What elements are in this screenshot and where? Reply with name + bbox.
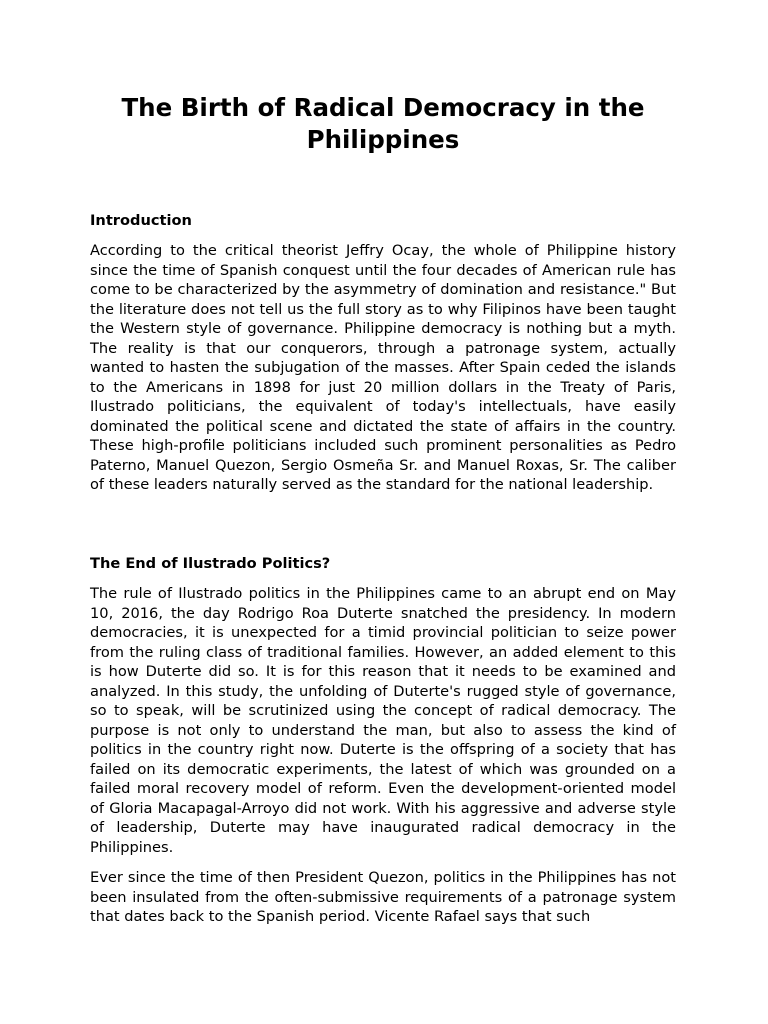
section-heading-end-of-ilustrado-politics: The End of Ilustrado Politics? bbox=[90, 555, 331, 572]
paragraph-introduction: According to the critical theorist Jeffry Ocay, the whole of Philippine history since the time of Spanish conquest until the four decades of American rule has come to be characterized by the asymmetry of domination and resistance." But the literature does not tell us the full story as to why Filipinos have been taught the Western style of governance. Philippine democracy is nothing but a myth. The reality is that our conquerors, through a patronage system, actually wanted to hasten the subjugation of the masses. After Spain ceded the islands to the Americans in 1898 for just 20 million dollars in the Treaty of Paris, Ilustrado politicians, the equivalent of today's intellectuals, have easily dominated the political scene and dictated the state of affairs in the country. These high-profile politicians included such prominent personalities as Pedro Paterno, Manuel Quezon, Sergio Osmeña Sr. and Manuel Roxas, Sr. The caliber of these leaders naturally served as the standard for the national leadership. bbox=[90, 242, 676, 493]
paragraph-end-of-ilustrado-politics-2: Ever since the time of then President Quezon, politics in the Philippines has not been insulated from the often-submissive requirements of a patronage system that dates back to the Spanish period. Vicente Rafael says that such bbox=[90, 869, 676, 925]
section-heading-introduction: Introduction bbox=[90, 212, 192, 229]
paragraph-end-of-ilustrado-politics-1: The rule of Ilustrado politics in the Philippines came to an abrupt end on May 10, 2016, the day Rodrigo Roa Duterte snatched the presidency. In modern democracies, it is unexpected for a timid provincial politician to seize power from the ruling class of traditional families. However, an added element to this is how Duterte did so. It is for this reason that it needs to be examined and analyzed. In this study, the unfolding of Duterte's rugged style of governance, so to speak, will be scrutinized using the concept of radical democracy. The purpose is not only to understand the man, but also to assess the kind of politics in the country right now. Duterte is the offspring of a society that has failed on its democratic experiments, the latest of which was grounded on a failed moral recovery model of reform. Even the development-oriented model of Gloria Macapagal-Arroyo did not work. With his aggressive and adverse style of leadership, Duterte may have inaugurated radical democracy in the Philippines. bbox=[90, 585, 676, 856]
page-title: The Birth of Radical Democracy in the Philippines bbox=[121, 93, 645, 154]
